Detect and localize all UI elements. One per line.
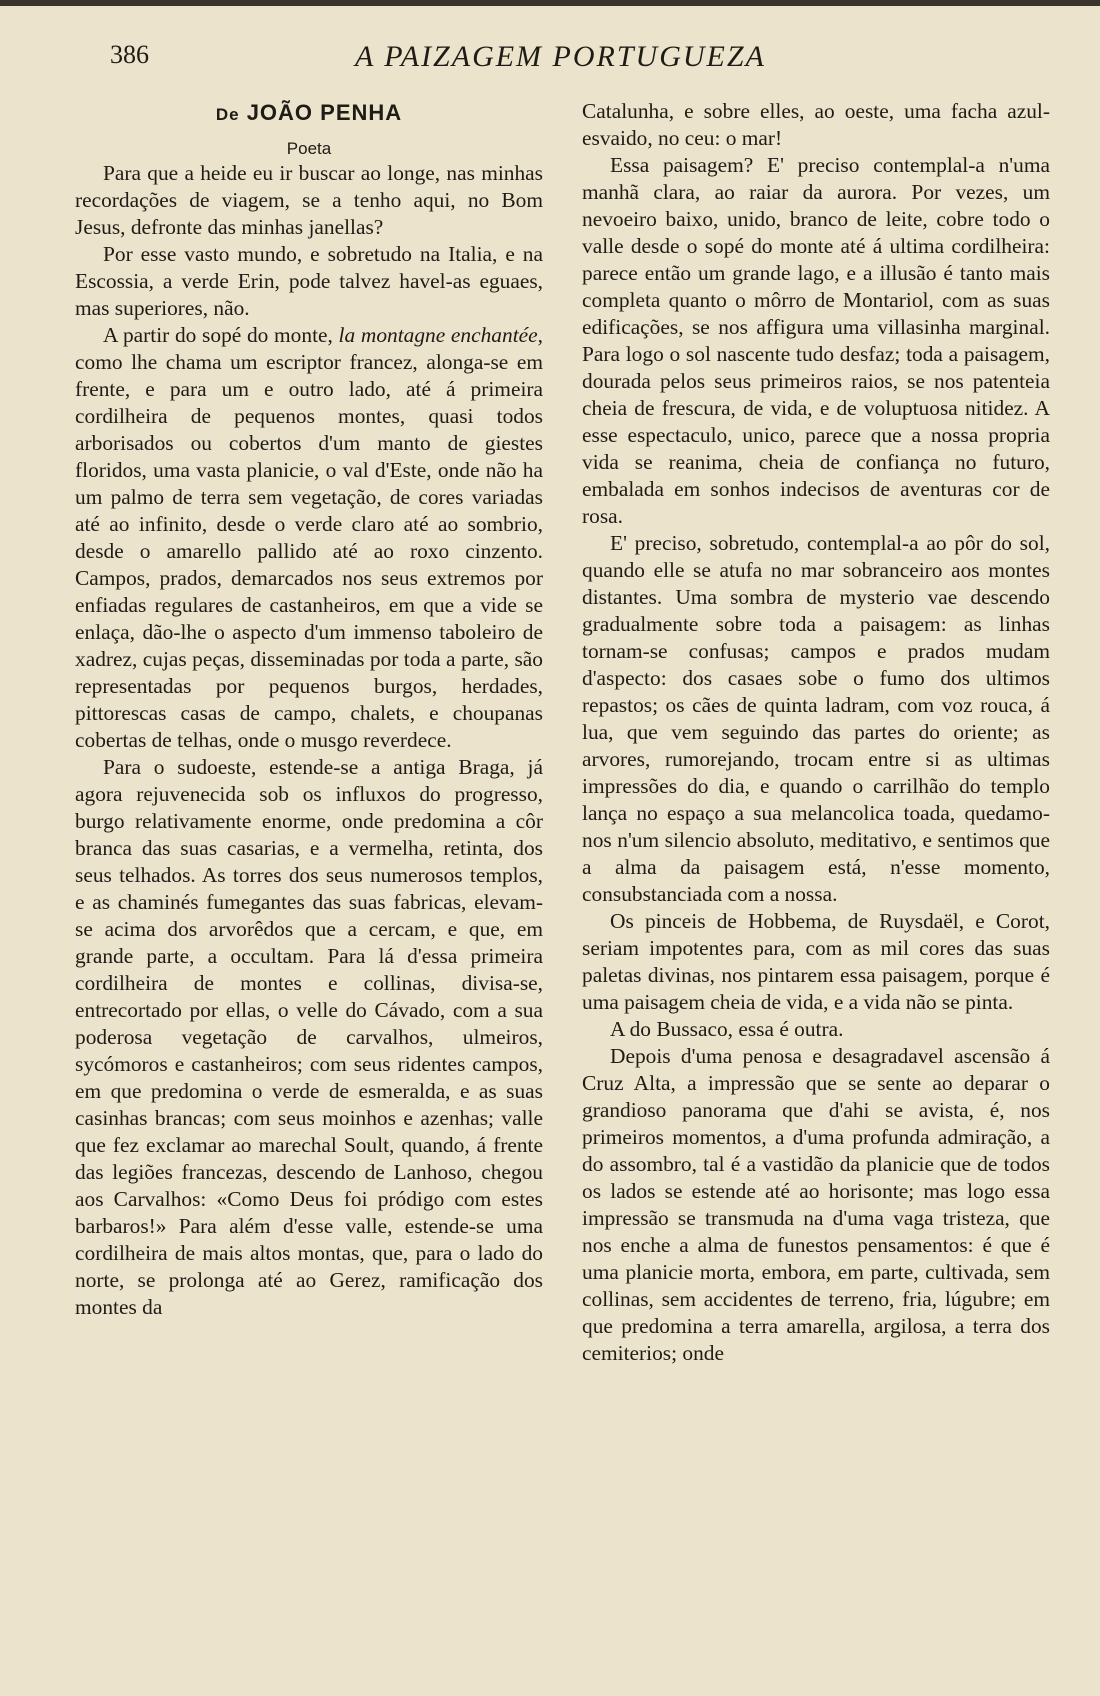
- paragraph: E' preciso, sobretudo, contemplal-a ao pôr do sol, quando elle se atufa no mar sobranceiro aos montes distantes. Uma sombra de mysterio vae descendo gradualmente sobre toda a paisagem: as linhas tornam-se confusas; campos e prados mudam d'aspecto: dos casaes sobe o fumo dos ultimos repastos; os cães de quinta ladram, com voz rouca, á lua, que vem seguindo das partes do oriente; as arvores, rumorejando, trocam entre si as ultimas impressões do dia, e quando o carrilhão do templo lança no espaço a sua melancolica toada, quedamo-nos n'um silencio absoluto, meditativo, e sentimos que a alma da paisagem está, n'esse momento, consubstanciada com a nossa.: [582, 531, 1050, 906]
- author-role: Poeta: [286, 139, 332, 158]
- author-name: JOÃO PENHA: [246, 100, 403, 125]
- paragraph-text: A partir do sopé do monte,: [103, 323, 339, 347]
- paragraph: Os pinceis de Hobbema, de Ruysdaël, e Corot, seriam impotentes para, com as mil cores das suas paletas divinas, nos pintarem essa paisagem, porque é uma paisagem cheia de vida, e a vida não se pinta.: [582, 909, 1050, 1014]
- page-header: [0, 40, 1100, 80]
- paragraph: A do Bussaco, essa é outra.: [610, 1017, 844, 1041]
- running-title: A PAIZAGEM PORTUGUEZA: [355, 40, 766, 73]
- paragraph: Para que a heide eu ir buscar ao longe, nas minhas recordações de viagem, se a tenho aqui, no Bom Jesus, defronte das minhas janellas?: [75, 161, 543, 239]
- right-column: [582, 98, 1050, 1367]
- paragraph: Depois d'uma penosa e desagradavel ascensão á Cruz Alta, a impressão que se sente ao deparar o grandioso panorama que d'ahi se avista, é, nos primeiros momentos, a d'uma profunda admiração, a do assombro, tal é a vastidão da planicie que de todos os lados se estende até ao horisonte; mas logo essa impressão se transmuda na d'uma vaga tristeza, que nos enche a alma de funestos pensamentos: é que é uma planicie morta, embora, em parte, cultivada, sem collinas, sem accidentes de terreno, fria, lúgubre; em que predomina a terra amarella, argilosa, a terra dos cemiterios; onde: [582, 1044, 1050, 1365]
- author-prefix: De: [215, 105, 240, 124]
- paragraph: Para o sudoeste, estende-se a antiga Braga, já agora rejuvenecida sob os influxos do progresso, burgo relativamente enorme, onde predomina a côr branca das suas casarias, e a vermelha, retinta, dos seus telhados. As torres dos seus numerosos templos, e as chaminés fumegantes das suas fabricas, elevam-se acima dos arvorêdos que a cercam, e que, em grande parte, a occultam. Para lá d'essa primeira cordilheira de montes e collinas, divisa-se, entrecortado por ellas, o velle do Cávado, com a sua poderosa vegetação de carvalhos, ulmeiros, sycómoros e castanheiros; com seus ridentes campos, em que predomina o verde de esmeralda, e as suas casinhas brancas; com seus moinhos e azenhas; valle que fez exclamar ao marechal Soult, quando, á frente das legiões francezas, descendo de Lanhoso, chegou aos Carvalhos: «Como Deus foi pródigo com estes barbaros!» Para além d'esse valle, estende-se uma cordilheira de mais altos montas, que, para o lado do norte, se prolonga até ao Gerez, ramificação dos montes da: [75, 755, 543, 1319]
- italic-quote: la montagne enchantée: [338, 323, 538, 347]
- left-column: [75, 98, 543, 1321]
- page-top-edge: [0, 0, 1100, 6]
- paragraph: Essa paisagem? E' preciso contemplal-a n'uma manhã clara, ao raiar da aurora. Por vezes, um nevoeiro baixo, unido, branco de leite, cobre todo o valle desde o sopé do monte até á ultima cordilheira: parece então um grande lago, e a illusão é tanto mais completa quanto o môrro de Montariol, com as suas edificações, se nos affigura uma villasinha marginal. Para logo o sol nascente tudo desfaz; toda a paisagem, dourada pelos seus primeiros raios, se nos patenteia cheia de frescura, de vida, e de voluptuosa nitidez. A esse espectaculo, unico, parece que a nossa propria vida se reanima, cheia de confiança no futuro, embalada em sonhos indecisos de aventuras cor de rosa.: [582, 153, 1050, 528]
- author-heading: [75, 98, 543, 130]
- paragraph-text: , como lhe chama um escriptor francez, alonga-se em frente, e para um e outro lado, até á primeira cordilheira de pequenos montes, quasi todos arborisados ou cobertos d'um manto de giestes floridos, uma vasta planicie, o val d'Este, onde não ha um palmo de terra sem vegetação, de cores variadas até ao infinito, desde o verde claro até ao sombrio, desde o amarello pallido até ao roxo cinzento. Campos, prados, demarcados nos seus extremos por enfiadas regulares de castanheiros, em que a vide se enlaça, dão-lhe o aspecto d'um immenso taboleiro de xadrez, cujas peças, disseminadas por toda a parte, são representadas por pequenos burgos, herdades, pittorescas casas de campo, chalets, e choupanas cobertas de telhas, onde o musgo reverdece.: [75, 323, 543, 752]
- paragraph: Catalunha, e sobre elles, ao oeste, uma facha azul-esvaido, no ceu: o mar!: [582, 99, 1050, 150]
- paragraph: Por esse vasto mundo, e sobretudo na Italia, e na Escossia, a verde Erin, pode talvez havel-as eguaes, mas superiores, não.: [75, 242, 543, 320]
- paragraph: [75, 322, 543, 754]
- page-number: 386: [110, 40, 149, 69]
